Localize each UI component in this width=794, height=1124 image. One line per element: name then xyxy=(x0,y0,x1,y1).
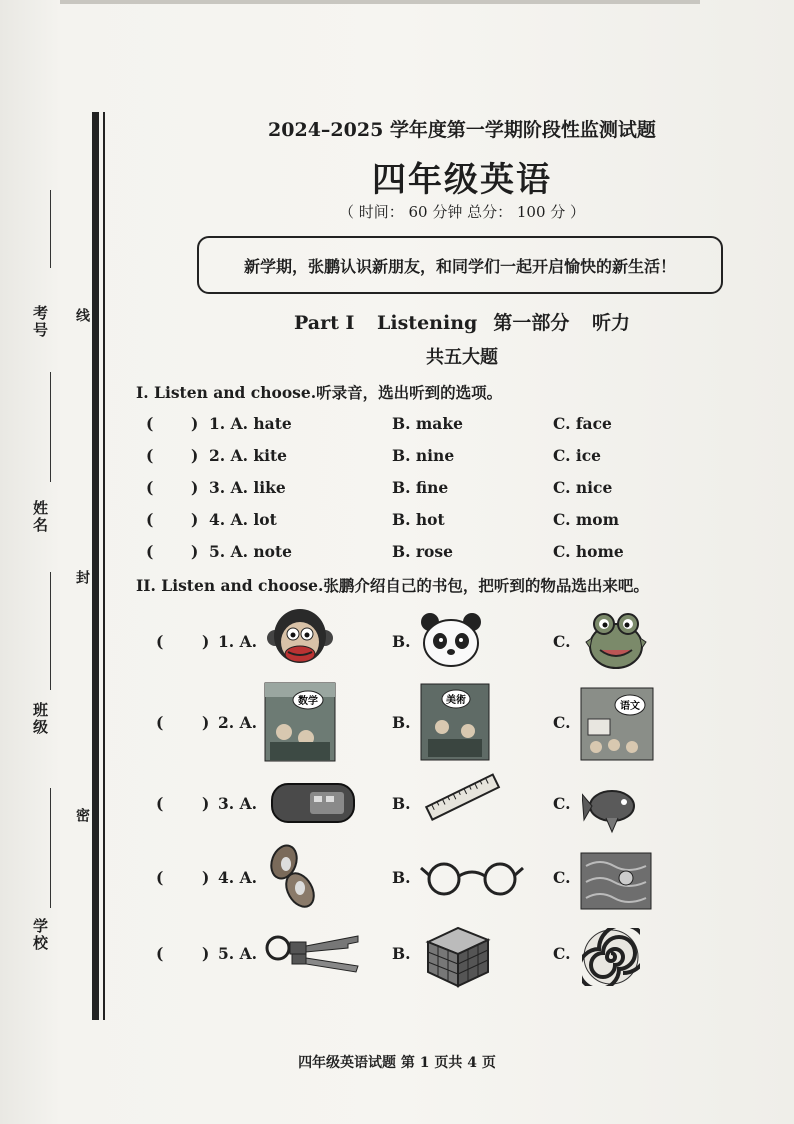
option-c: C. xyxy=(553,944,571,963)
answer-paren-open: ( xyxy=(156,632,164,651)
option-a: 1. A. xyxy=(218,632,257,651)
math-book-title: 数学 xyxy=(298,696,318,707)
math-book-icon xyxy=(264,682,336,762)
answer-paren-close: ) xyxy=(191,446,199,465)
scan-edge xyxy=(60,0,700,4)
answer-paren-open: ( xyxy=(156,944,164,963)
answer-paren-open: ( xyxy=(156,868,164,887)
option-c: C. xyxy=(553,713,571,732)
option-a: 4. A. xyxy=(218,868,257,887)
answer-paren-close: ) xyxy=(202,868,210,887)
option-b: B. rose xyxy=(392,542,453,561)
answer-paren-open: ( xyxy=(146,542,154,561)
answer-paren-open: ( xyxy=(156,794,164,813)
answer-paren-open: ( xyxy=(156,713,164,732)
option-c: C. xyxy=(553,632,571,651)
option-a: 5. A. xyxy=(218,944,257,963)
s1-item-5 xyxy=(0,542,794,568)
option-b: B. fine xyxy=(392,478,449,497)
keys-icon xyxy=(264,928,362,974)
s1-item-1 xyxy=(0,414,794,440)
part-cn2: 听力 xyxy=(591,312,630,334)
answer-paren-open: ( xyxy=(146,478,154,497)
exam-number-label: 考号 xyxy=(31,305,49,339)
fish-icon xyxy=(582,780,638,834)
option-b: B. hot xyxy=(392,510,445,529)
frog-face-icon xyxy=(580,608,652,672)
option-a: 3. A. like xyxy=(209,478,286,497)
school-label: 学校 xyxy=(31,918,49,952)
answer-paren-open: ( xyxy=(146,510,154,529)
intro-banner xyxy=(197,236,723,294)
answer-paren-open: ( xyxy=(146,446,154,465)
option-b: B. nine xyxy=(392,446,455,465)
answer-paren-open: ( xyxy=(146,414,154,433)
option-a: 1. A. hate xyxy=(209,414,292,433)
seal-mark-line: 线 xyxy=(74,308,90,322)
ruler-icon xyxy=(424,770,502,826)
seal-mark-seal: 封 xyxy=(74,570,90,584)
part-cn1: 第一部分 xyxy=(493,312,570,334)
option-c: C. home xyxy=(553,542,624,561)
option-c: C. ice xyxy=(553,446,602,465)
s1-item-3 xyxy=(0,478,794,504)
answer-paren-close: ) xyxy=(202,794,210,813)
option-a: 3. A. xyxy=(218,794,257,813)
chinese-book-icon xyxy=(580,687,654,761)
panda-face-icon xyxy=(420,610,482,668)
option-c: C. xyxy=(553,868,571,887)
chinese-book-title: 语文 xyxy=(620,701,640,712)
section2-heading: II. Listen and choose.张鹏介绍自己的书包，把听到的物品选出来吧。 xyxy=(136,576,649,595)
page-footer: 四年级英语试题 第 1 页共 4 页 xyxy=(298,1055,496,1071)
name-label: 姓名 xyxy=(31,500,49,534)
option-c: C. nice xyxy=(553,478,613,497)
answer-paren-close: ) xyxy=(191,414,199,433)
exam-meta: （ 时间： 60 分钟 总分： 100 分 ） xyxy=(338,203,586,221)
section1-heading: I. Listen and choose.听录音，选出听到的选项。 xyxy=(136,383,503,402)
pencil-case-icon xyxy=(270,780,356,826)
option-b: B. xyxy=(392,794,411,813)
exam-title: 2024–2025 学年度第一学期阶段性监测试题 xyxy=(268,119,656,141)
banner-text: 新学期，张鹏认识新朋友，和同学们一起开启愉快的新生活！ xyxy=(243,256,676,276)
seal-mark-secret: 密 xyxy=(74,808,90,822)
option-b: B. xyxy=(392,632,411,651)
school-blank xyxy=(50,788,51,908)
answer-paren-close: ) xyxy=(191,542,199,561)
option-b: B. xyxy=(392,868,411,887)
pond-picture-icon xyxy=(580,852,652,910)
class-label: 班级 xyxy=(31,702,49,736)
class-blank xyxy=(50,572,51,690)
answer-paren-close: ) xyxy=(202,713,210,732)
part-heading xyxy=(130,308,794,335)
question-count: 共五大题 xyxy=(426,347,498,368)
option-a: 2. A. xyxy=(218,713,257,732)
part-eng: Listening xyxy=(377,312,478,334)
option-b: B. xyxy=(392,944,411,963)
glasses-icon xyxy=(420,860,524,896)
answer-paren-close: ) xyxy=(191,510,199,529)
option-b: B. xyxy=(392,713,411,732)
s1-item-2 xyxy=(0,446,794,472)
part-name: Part I xyxy=(294,312,355,334)
s1-item-4 xyxy=(0,510,794,536)
music-book-title: 美術 xyxy=(446,695,466,706)
answer-paren-close: ) xyxy=(202,632,210,651)
option-a: 4. A. lot xyxy=(209,510,277,529)
answer-paren-close: ) xyxy=(191,478,199,497)
option-c: C. xyxy=(553,794,571,813)
exam-number-blank xyxy=(50,190,51,268)
lollipop-icon xyxy=(582,928,640,986)
option-a: 2. A. kite xyxy=(209,446,288,465)
music-book-icon xyxy=(420,683,490,761)
option-c: C. mom xyxy=(553,510,619,529)
option-a: 5. A. note xyxy=(209,542,293,561)
shoes-icon xyxy=(262,844,324,910)
cube-icon xyxy=(424,926,492,988)
answer-paren-close: ) xyxy=(202,944,210,963)
option-b: B. make xyxy=(392,414,463,433)
option-c: C. face xyxy=(553,414,612,433)
monkey-face-icon xyxy=(266,606,334,668)
subject-title: 四年级英语 xyxy=(372,160,552,200)
